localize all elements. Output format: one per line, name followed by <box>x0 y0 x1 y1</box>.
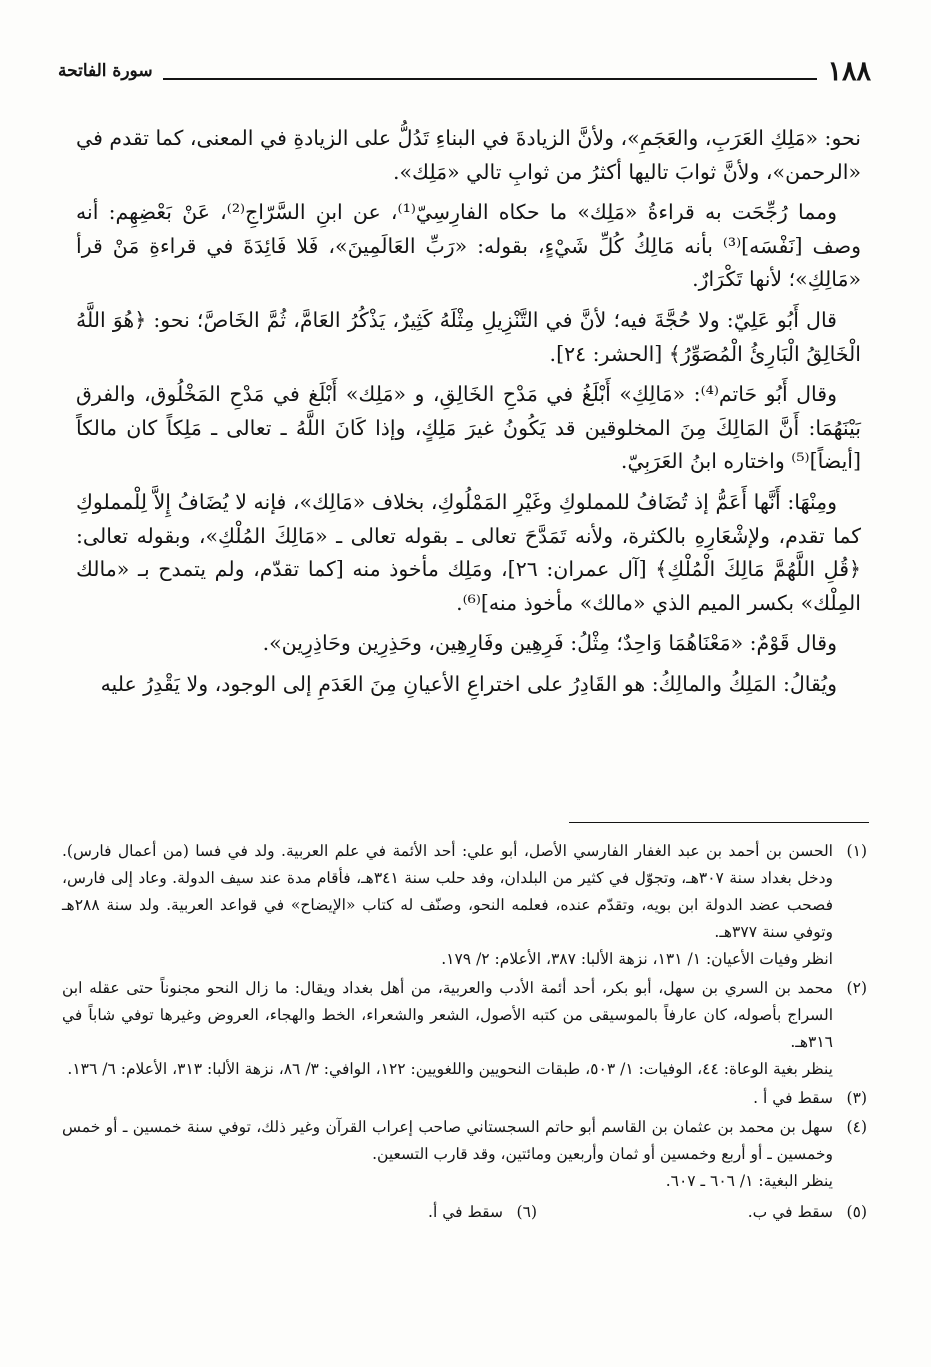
running-title: سورة الفاتحة <box>58 61 153 81</box>
footnote-refs: انظر وفيات الأعيان: ١/ ١٣١، نزهة الألبا: ٣٨٧، الأعلام: ٢/ ١٧٩. <box>441 950 833 968</box>
page-number: ١٨٨ <box>827 55 871 87</box>
footnote-text: سقط في أ . <box>753 1089 833 1107</box>
paragraph-6: وقال قَوْمٌ: «مَعْنَاهُمَا وَاحِدٌ؛ مِثْلُ: فَرِهِين وفَارِهِين، وحَذِرِين وحَاذِرِين». <box>262 631 837 656</box>
header-rule <box>163 78 818 80</box>
footnote-6 <box>207 1199 537 1226</box>
footnote-row <box>62 1199 867 1228</box>
footnote-number: (٢) <box>846 979 867 997</box>
footnote-number: (١) <box>846 842 867 860</box>
footnote-1 <box>62 838 867 973</box>
footnotes <box>62 838 867 1228</box>
footnote-number: (٦) <box>516 1203 537 1221</box>
footnote-2 <box>62 975 867 1083</box>
paragraph-4: وقال أَبُو حَاتم⁽⁴⁾: «مَالِكِ» أَبْلَغُ في مَدْحِ الخَالِقِ، و «مَلِك» أَبْلَغ في مَدْحِ المَخْلُوق، والفرق بَيْنَهُمَا: أَنَّ المَالِكَ مِنَ المخلوقين قد يَكُونُ غيرَ مَلِكٍ، وإذا كَانَ اللَّهُ ـ تعالى ـ مَلِكاً كان مالكاً [أيضاً]⁽⁵⁾ واختاره ابنُ العَرَبِيّ. <box>76 382 861 474</box>
footnote-text: سقط في ب. <box>747 1203 833 1221</box>
footnote-text: سهل بن محمد بن عثمان بن القاسم أبو حاتم السجستاني صاحب إعراب القرآن وغير ذلك، توفي سنة خمسين ـ أو خمس وخمسين ـ أو أربع وخمسين أو ثمان وأربعين ومائتين، وقد قارب التسعين. <box>62 1118 833 1163</box>
paragraph-2: ومما رُجِّحَت به قراءةُ «مَلِك» ما حكاه الفارِسِيّ⁽¹⁾، عن ابنِ السَّرّاجِ⁽²⁾، عَنْ بَعْضِهِم: أنه وصف [نَفْسَه]⁽³⁾ بأنه مَالِكُ كُلِّ شَيْءٍ، بقوله: «رَبِّ العَالَمِينَ»، فَلا فَائِدَةَ في قراءةِ مَنْ قرأ «مَالِكِ»؛ لأنها تَكْرَارٌ. <box>76 200 861 292</box>
footnote-number: (٣) <box>846 1089 867 1107</box>
paragraph-5: ومِنْهَا: أَنَّها أَعَمُّ إذ تُضَافُ للمملوكِ وغَيْرِ المَمْلُوكِ، بخلاف «مَالِك»، فإنه لا يُضَافُ إِلاَّ لِلْمملوكِ كما تقدم، ولإشْعَارِهِ بالكثرة، ولأنه تَمَدَّحَ تعالى ـ بقوله تعالى ـ «مَالِكَ المُلْكِ»، وبقوله تعالى: ﴿قُلِ اللَّهُمَّ مَالِكَ الْمُلْكِ﴾ [آل عمران: ٢٦]، ومَلِك مأخوذ منه [كما تقدّم، ولم يتمدح بـ «مالك المِلْك» بكسر الميم الذي «مالك» مأخوذ منه]⁽⁶⁾. <box>76 489 862 615</box>
footnote-text: الحسن بن أحمد بن عبد الغفار الفارسي الأصل، أبو علي: أحد الأئمة في علم العربية. ولد في فسا (من أعمال فارس). ودخل بغداد سنة ٣٠٧هـ، وتجوّل في كثير من البلدان، وفد حلب سنة ٣٤١هـ، فأقام مدة عند سيف الدولة. وعاد إلى فارس، فصحب عضد الدولة ابن بويه، وتقدّم عنده، فعلمه النحو، وصنّف له كتاب «الإيضاح» في قواعد العربية. ولد سنة ٢٨٨هـ وتوفي سنة ٣٧٧هـ. <box>62 842 833 941</box>
footnote-refs: ينظر البغية: ١/ ٦٠٦ ـ ٦٠٧. <box>665 1172 833 1190</box>
footnote-text: محمد بن السري بن سهل، أبو بكر، أحد أئمة الأدب والعربية، من أهل بغداد ويقال: ما زال النحو مجنوناً حتى عقله ابن السراج بأصوله، كان عارفاً بالموسيقى من كتبه الأصول، الشعر والشعراء، الخط والهجاء، العروض وغيرها توفي شاباً في ٣١٦هـ. <box>62 979 833 1051</box>
footnote-number: (٥) <box>846 1203 867 1221</box>
footnote-refs: ينظر بغية الوعاة: ٤٤، الوفيات: ١/ ٥٠٣، طبقات النحويين واللغويين: ١٢٢، الوافي: ٣/ ٨٦، نزهة الألبا: ٣١٣، الأعلام: ٦/ ١٣٦. <box>67 1060 833 1078</box>
main-text <box>76 122 861 709</box>
footnote-number: (٤) <box>846 1118 867 1136</box>
paragraph-7: ويُقالُ: المَلِكُ والمالِكُ: هو القَادِرُ على اختراعِ الأعيانِ مِنَ العَدَمِ إلى الوجود، ولا يَقْدِرُ عليه <box>100 671 837 696</box>
page-header <box>58 54 871 88</box>
paragraph-3: قال أَبُو عَلِيّ: ولا حُجَّةَ فيه؛ لأنَّ في التَّنْزِيلِ مِثْلَهُ كَثِيرٌ، يَذْكُرُ العَامَّ، ثُمَّ الخَاصَّ؛ نحو: ﴿هُوَ اللَّهُ الْخَالِقُ الْبَارِئُ الْمُصَوِّرُ﴾ [الحشر: ٢٤]. <box>76 307 861 366</box>
footnote-text: سقط في أ. <box>428 1203 503 1221</box>
footnote-4 <box>62 1114 867 1195</box>
footnote-5 <box>537 1199 867 1226</box>
footnote-3 <box>62 1085 867 1112</box>
paragraph-1: نحو: «مَلِكِ العَرَبِ، والعَجَمِ»، ولأنَّ الزيادةَ في البناءِ تَدُلُّ على الزيادةِ في المعنى، كما تقدم في «الرحمن»، ولأنَّ ثوابَ تاليها أكثرُ من ثوابِ تالي «مَلِك». <box>76 126 861 184</box>
footnote-separator <box>569 822 869 823</box>
